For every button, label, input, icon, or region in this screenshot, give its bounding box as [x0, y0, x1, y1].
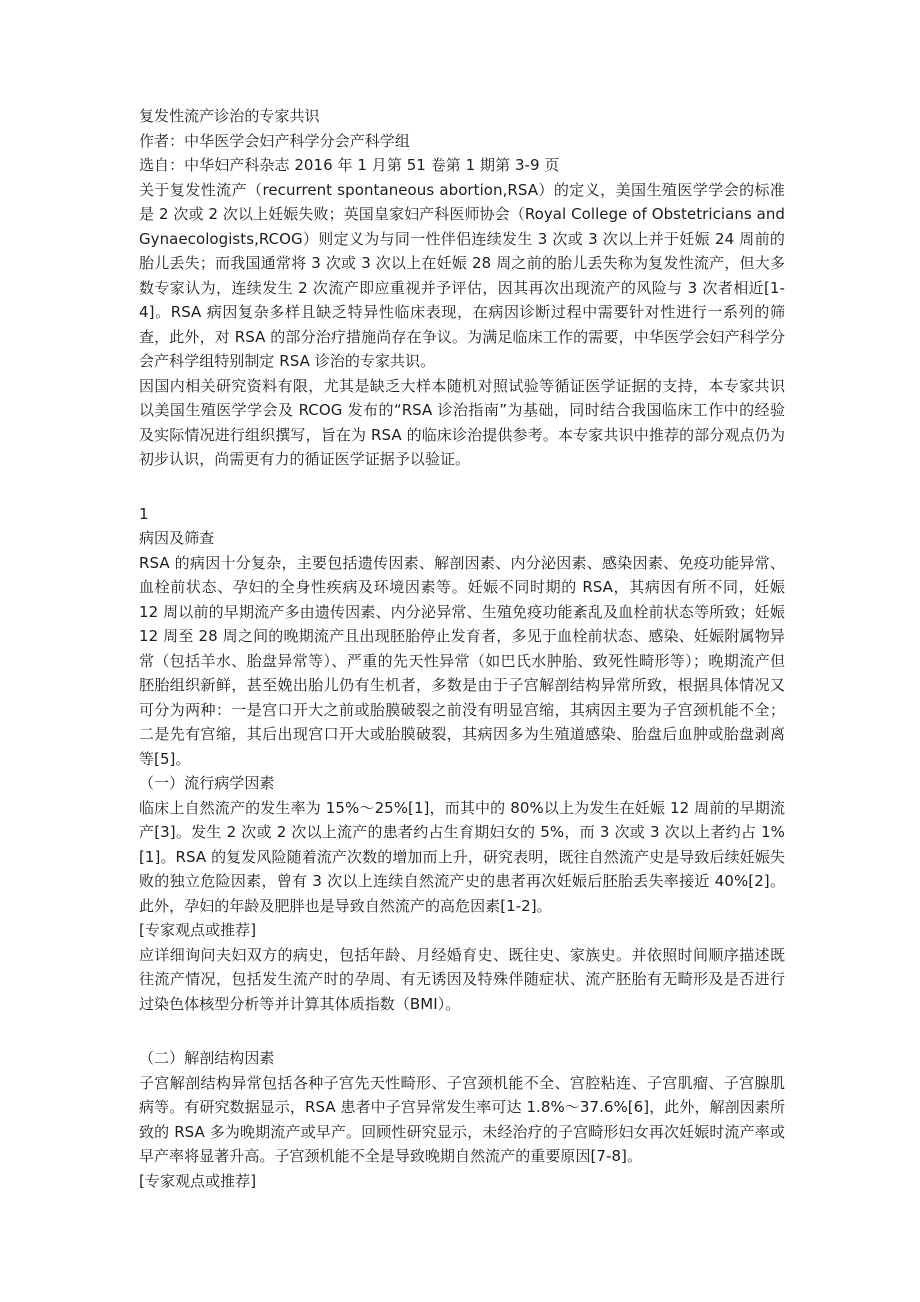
document-body: [139, 104, 785, 1193]
expert-opinion-paragraph: 应详细询问夫妇双方的病史，包括年龄、月经婚育史、既往史、家族史。并依照时间顺序描述既往流产情况，包括发生流产时的孕周、有无诱因及特殊伴随症状、流产胚胎有无畸形及是否进行过染色体核型分析等并计算其体质指数（BMI）。: [139, 945, 785, 1013]
subsection-title-epidemiology: （一）流行病学因素: [139, 774, 275, 792]
source-line: 选自：中华妇产科杂志 2016 年 1 月第 51 卷第 1 期第 3-9 页: [139, 156, 560, 174]
expert-opinion-label: [专家观点或推荐]: [139, 921, 257, 939]
author-line: 作者：中华医学会妇产科学分会产科学组: [139, 131, 410, 150]
subsection-title-anatomy: （二）解剖结构因素: [139, 1049, 275, 1067]
document-title: 复发性流产诊治的专家共识: [139, 107, 320, 125]
expert-opinion-label-2: [专家观点或推荐]: [139, 1171, 257, 1190]
spacer: [139, 472, 785, 502]
intro-paragraph-2: 因国内相关研究资料有限，尤其是缺乏大样本随机对照试验等循证医学证据的支持，本专家共识以美国生殖医学学会及 RCOG 发布的“RSA 诊治指南”为基础，同时结合我国临床工作中的经验及实际情况进行组织撰写，旨在为 RSA 的临床诊治提供参考。本专家共识中推荐的部分观点仍为初步认识，尚需更有力的循证医学证据予以验证。: [139, 376, 785, 468]
spacer: [139, 1016, 785, 1046]
epidemiology-paragraph: 临床上自然流产的发生率为 15%～25%[1]，而其中的 80%以上为发生在妊娠 12 周前的早期流产[3]。发生 2 次或 2 次以上流产的患者约占生育期妇女的 5%，而 3 次或 3 次以上者约占 1%[1]。RSA 的复发风险随着流产次数的增加而上升，研究表明，既往自然流产史是导致后续妊娠失败的独立危险因素，曾有 3 次以上连续自然流产史的患者再次妊娠后胚胎丢失率接近 40%[2]。此外，孕妇的年龄及肥胖也是导致自然流产的高危因素[1-2]。: [139, 798, 785, 915]
section-title: 病因及筛查: [139, 529, 215, 547]
section-number: 1: [139, 504, 149, 523]
intro-paragraph-1: 关于复发性流产（recurrent spontaneous abortion,RSA）的定义，美国生殖医学学会的标准是 2 次或 2 次以上妊娠失败；英国皇家妇产科医师协会（Royal College of Obstetricians and Gynaecologists,RCOG）则定义为与同一性伴侣连续发生 3 次或 3 次以上并于妊娠 24 周前的胎儿丢失；而我国通常将 3 次或 3 次以上在妊娠 28 周之前的胎儿丢失称为复发性流产，但大多数专家认为，连续发生 2 次流产即应重视并予评估，因其再次出现流产的风险与 3 次者相近[1-4]。RSA 病因复杂多样且缺乏特异性临床表现，在病因诊断过程中需要针对性进行一系列的筛查，此外，对 RSA 的部分治疗措施尚存在争议。为满足临床工作的需要，中华医学会妇产科学分会产科学组特别制定 RSA 诊治的专家共识。: [139, 180, 785, 370]
anatomy-paragraph: 子宫解剖结构异常包括各种子宫先天性畸形、子宫颈机能不全、宫腔粘连、子宫肌瘤、子宫腺肌病等。有研究数据显示，RSA 患者中子宫异常发生率可达 1.8%～37.6%[6]，此外，解剖因素所致的 RSA 多为晚期流产或早产。回顾性研究显示，未经治疗的子宫畸形妇女再次妊娠时流产率或早产率将显著升高。子宫颈机能不全是导致晚期自然流产的重要原因[7-8]。: [139, 1073, 785, 1165]
section-paragraph: RSA 的病因十分复杂，主要包括遗传因素、解剖因素、内分泌因素、感染因素、免疫功能异常、血栓前状态、孕妇的全身性疾病及环境因素等。妊娠不同时期的 RSA，其病因有所不同，妊娠 12 周以前的早期流产多由遗传因素、内分泌异常、生殖免疫功能紊乱及血栓前状态等所致；妊娠 12 周至 28 周之间的晚期流产且出现胚胎停止发育者，多见于血栓前状态、感染、妊娠附属物异常（包括羊水、胎盘异常等）、严重的先天性异常（如巴氏水肿胎、致死性畸形等）；晚期流产但胚胎组织新鲜，甚至娩出胎儿仍有生机者，多数是由于子宫解剖结构异常所致，根据具体情况又可分为两种：一是宫口开大之前或胎膜破裂之前没有明显宫缩，其病因主要为子宫颈机能不全；二是先有宫缩，其后出现宫口开大或胎膜破裂，其病因多为生殖道感染、胎盘后血肿或胎盘剥离等[5]。: [139, 553, 785, 768]
